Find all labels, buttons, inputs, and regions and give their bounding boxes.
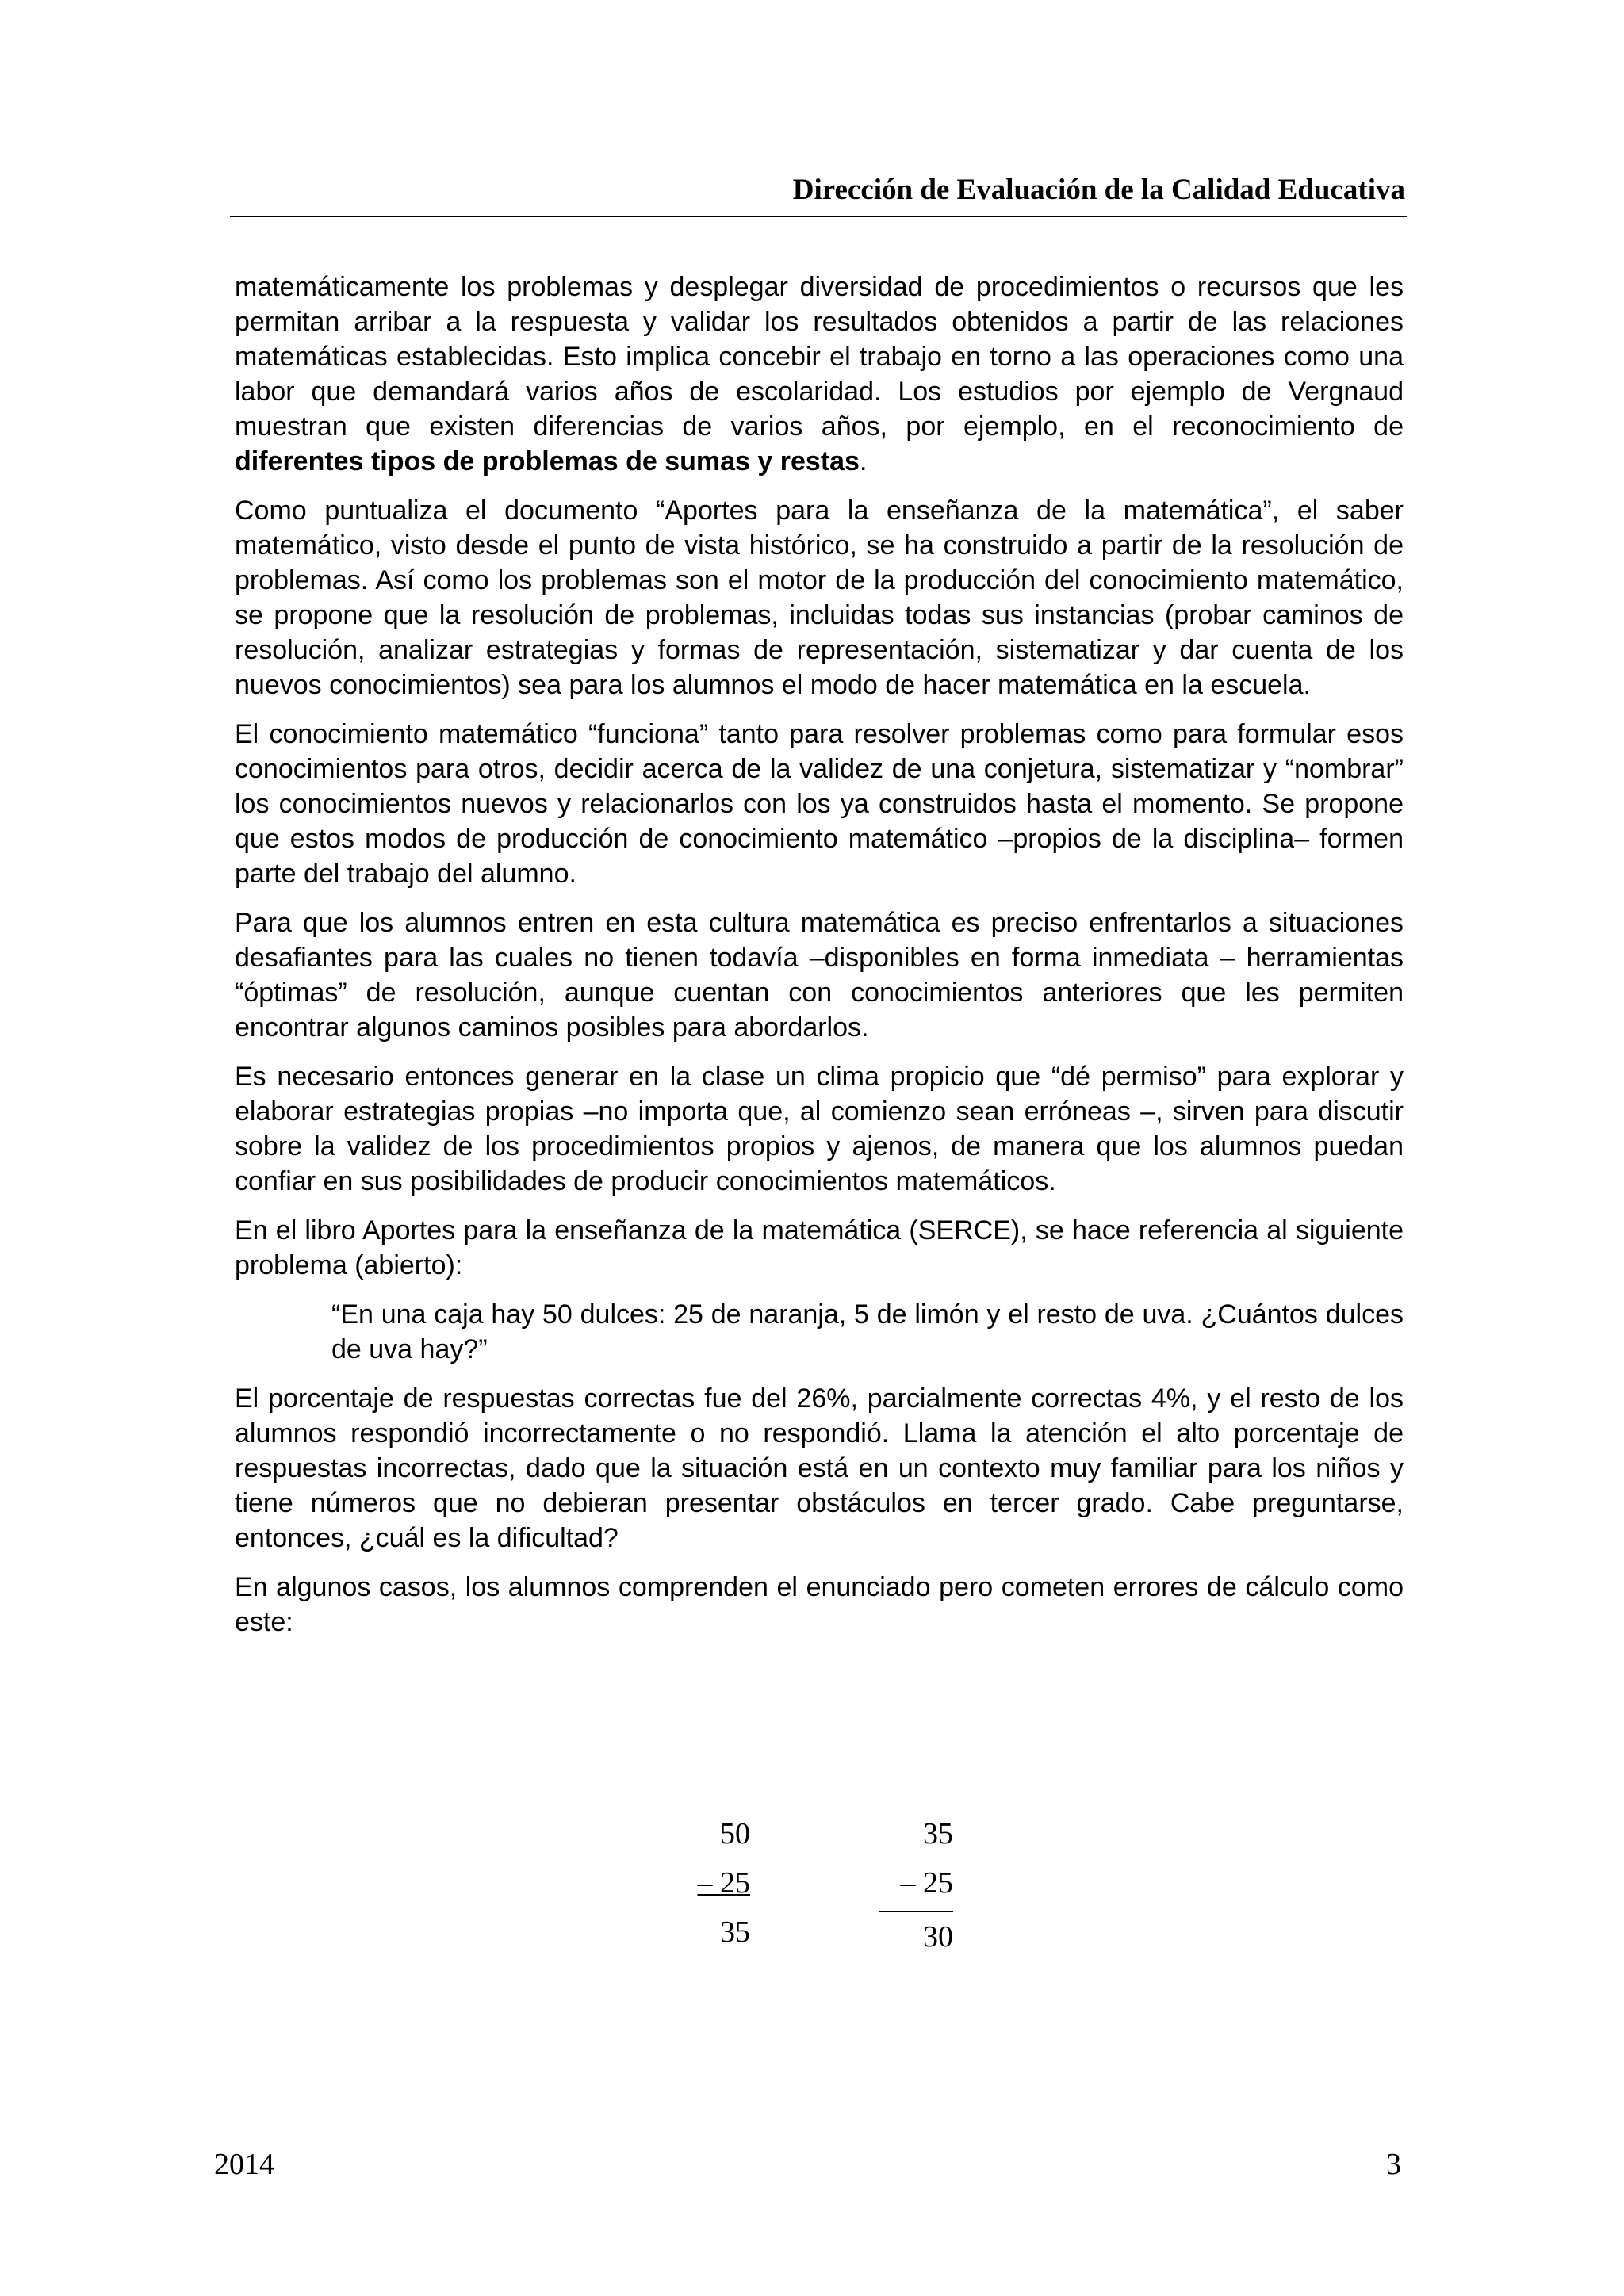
body-text — [235, 270, 1404, 1654]
page-header — [230, 168, 1407, 217]
page-number: 3 — [1386, 2148, 1401, 2181]
problem-quote: “En una caja hay 50 dulces: 25 de naranja, 5 de limón y el resto de uva. ¿Cuántos dulces de uva hay?” — [331, 1299, 1404, 1364]
footer-year: 2014 — [214, 2148, 274, 2181]
header-title: Dirección de Evaluación de la Calidad Educativa — [792, 174, 1405, 206]
paragraph-1-end: . — [859, 446, 868, 476]
paragraph-2: Como puntualiza el documento “Aportes para la enseñanza de la matemática”, el saber matemático, visto desde el punto de vista histórico, se ha construido a partir de la resolución de problemas. Así como los problemas son el motor de la producción del conocimiento matemático, se propone que la resolución de problemas, incluidas todas sus instancias (probar caminos de resolución, analizar estrategias y formas de representación, sistematizar y dar cuenta de los nuevos conocimientos) sea para los alumnos el modo de hacer matemática en la escuela. — [235, 496, 1404, 700]
calculation-1-result: 35 — [720, 1915, 750, 1949]
calculation-2-top: 35 — [923, 1817, 953, 1850]
paragraph-1-bold: diferentes tipos de problemas de sumas y restas — [235, 446, 860, 476]
calculation-2-subtract: – 25 — [900, 1866, 953, 1900]
paragraph-1-text: matemáticamente los problemas y desplegar diversidad de procedimientos o recursos que les permitan arribar a la respuesta y validar los resultados obtenidos a partir de las relaciones matemáticas establecidas. Esto implica concebir el trabajo en torno a las operaciones como una labor que demandará varios años de escolaridad. Los estudios por ejemplo de Vergnaud muestran que existen diferencias de varios años, por ejemplo, en el reconocimiento de — [235, 272, 1404, 442]
calculation-2-result: 30 — [879, 1911, 953, 1961]
calculation-1-top: 50 — [720, 1817, 750, 1850]
paragraph-4: Para que los alumnos entren en esta cultura matemática es preciso enfrentarlos a situaciones desafiantes para las cuales no tienen todavía –disponibles en forma inmediata – herramientas “óptimas” de resolución, aunque cuentan con conocimientos anteriores que les permiten encontrar algunos caminos posibles para abordarlos. — [235, 908, 1404, 1043]
calculation-1-subtract-row — [674, 1858, 750, 1908]
calculation-2 — [879, 1809, 953, 1961]
paragraph-6: En el libro Aportes para la enseñanza de la matemática (SERCE), se hace referencia al siguiente problema (abierto): — [235, 1215, 1404, 1280]
paragraph-7: El porcentaje de respuestas correctas fue del 26%, parcialmente correctas 4%, y el resto de los alumnos respondió incorrectamente o no respondió. Llama la atención el alto porcentaje de respuestas incorrectas, dado que la situación está en un contexto muy familiar para los niños y tiene números que no debieran presentar obstáculos en tercer grado. Cabe preguntarse, entonces, ¿cuál es la dificultad? — [235, 1383, 1404, 1553]
calculation-1 — [674, 1809, 750, 1957]
calculation-1-subtract: – 25 — [697, 1866, 750, 1900]
paragraph-3: El conocimiento matemático “funciona” tanto para resolver problemas como para formular esos conocimientos para otros, decidir acerca de la validez de una conjetura, sistematizar y “nombrar” los conocimientos nuevos y relacionarlos con los ya construidos hasta el momento. Se propone que estos modos de producción de conocimiento matemático –propios de la disciplina– formen parte del trabajo del alumno. — [235, 719, 1404, 889]
paragraph-5: Es necesario entonces generar en la clase un clima propicio que “dé permiso” para explorar y elaborar estrategias propias –no importa que, al comienzo sean erróneas –, sirven para discutir sobre la validez de los procedimientos propios y ajenos, de manera que los alumnos puedan confiar en sus posibilidades de producir conocimientos matemáticos. — [235, 1062, 1404, 1196]
paragraph-8: En algunos casos, los alumnos comprenden el enunciado pero cometen errores de cálculo como este: — [235, 1572, 1404, 1637]
paragraph-1 — [235, 270, 1404, 479]
